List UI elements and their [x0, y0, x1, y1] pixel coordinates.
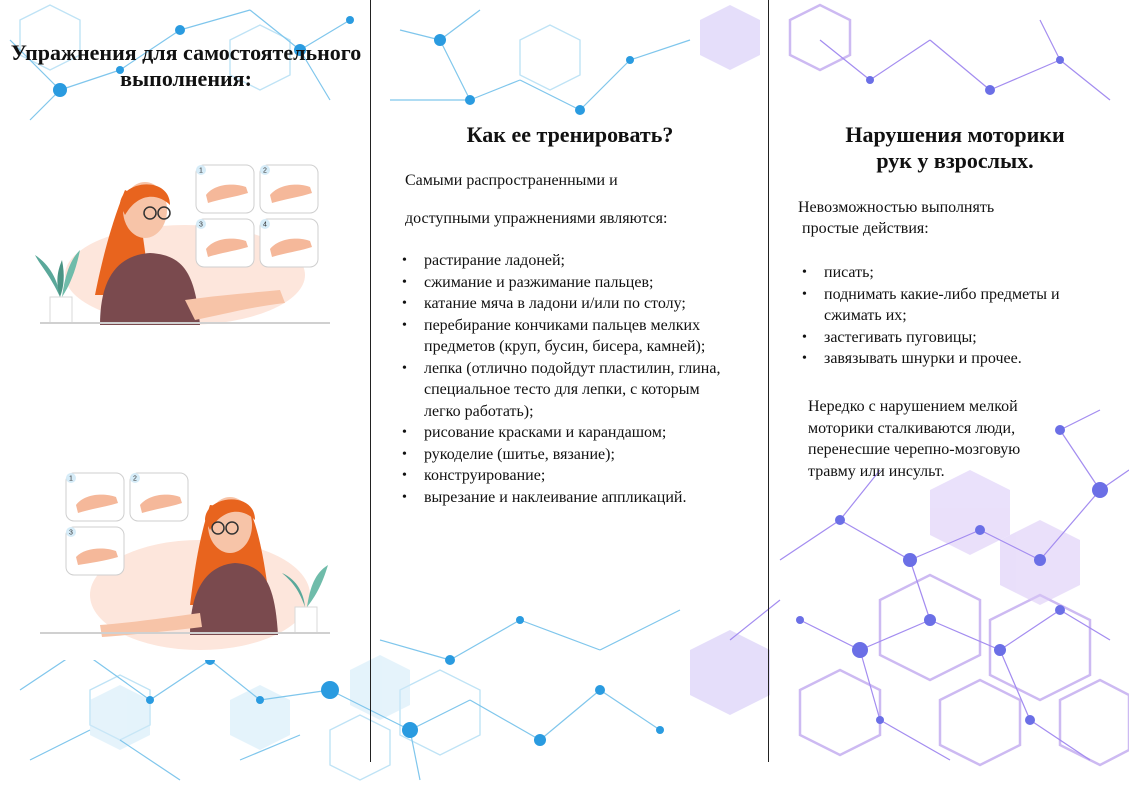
- right-panel-title-line-2: рук у взрослых.: [876, 148, 1034, 173]
- left-panel-title: Упражнения для самостоятельного выполнения:: [10, 40, 362, 91]
- card-number: 2: [133, 475, 137, 483]
- card-number: 1: [69, 475, 73, 483]
- card-number: 3: [199, 221, 203, 229]
- right-panel-title-line-1: Нарушения моторики: [845, 122, 1065, 147]
- list-item: • застегивать пуговицы;: [800, 327, 1110, 349]
- list-item: • катание мяча в ладони и/или по столу;: [400, 293, 762, 315]
- list-item: • перебирание кончиками пальцев мелких предметов (круп, бусин, бисера, камней);: [400, 315, 724, 358]
- list-item: • сжимание и разжимание пальцев;: [400, 272, 762, 294]
- exercise-list: [400, 250, 762, 508]
- middle-panel-title: Как ее тренировать?: [466, 122, 674, 147]
- list-item: • конструирование;: [400, 465, 762, 487]
- list-item: • вырезание и наклеивание аппликаций.: [400, 487, 762, 509]
- right-note: Нередко с нарушением мелкой моторики сталкиваются люди, перенесшие черепно-мозговую травму или инсульт.: [808, 398, 1021, 480]
- right-intro-line-1: Невозможностью выполнять: [798, 199, 995, 216]
- card-number: 1: [199, 167, 203, 175]
- list-item: • растирание ладоней;: [400, 250, 762, 272]
- middle-intro-line-2: доступными упражнениями являются:: [405, 210, 668, 227]
- list-item: • рисование красками и карандашом;: [400, 422, 762, 444]
- panel-divider-right: [768, 0, 769, 762]
- list-item: • завязывать шнурки и прочее.: [800, 348, 1110, 370]
- list-item: • лепка (отлично подойдут пластилин, глина, специальное тесто для лепки, с которым легко работать);: [400, 358, 724, 423]
- middle-intro-line-1: Самыми распространенными и: [405, 172, 618, 189]
- hand-exercise-illustration-top: [10, 125, 358, 335]
- card-number: 2: [263, 167, 267, 175]
- hand-exercise-illustration-bottom: [10, 455, 358, 660]
- list-item: • поднимать какие-либо предметы и сжимать их;: [800, 284, 1104, 327]
- panel-divider-left: [370, 0, 371, 762]
- list-item: • рукоделие (шитье, вязание);: [400, 444, 762, 466]
- card-number: 4: [263, 221, 267, 229]
- difficulty-list: [800, 262, 1110, 370]
- right-intro-line-2: простые действия:: [802, 220, 929, 237]
- card-number: 3: [69, 529, 73, 537]
- list-item: • писать;: [800, 262, 1110, 284]
